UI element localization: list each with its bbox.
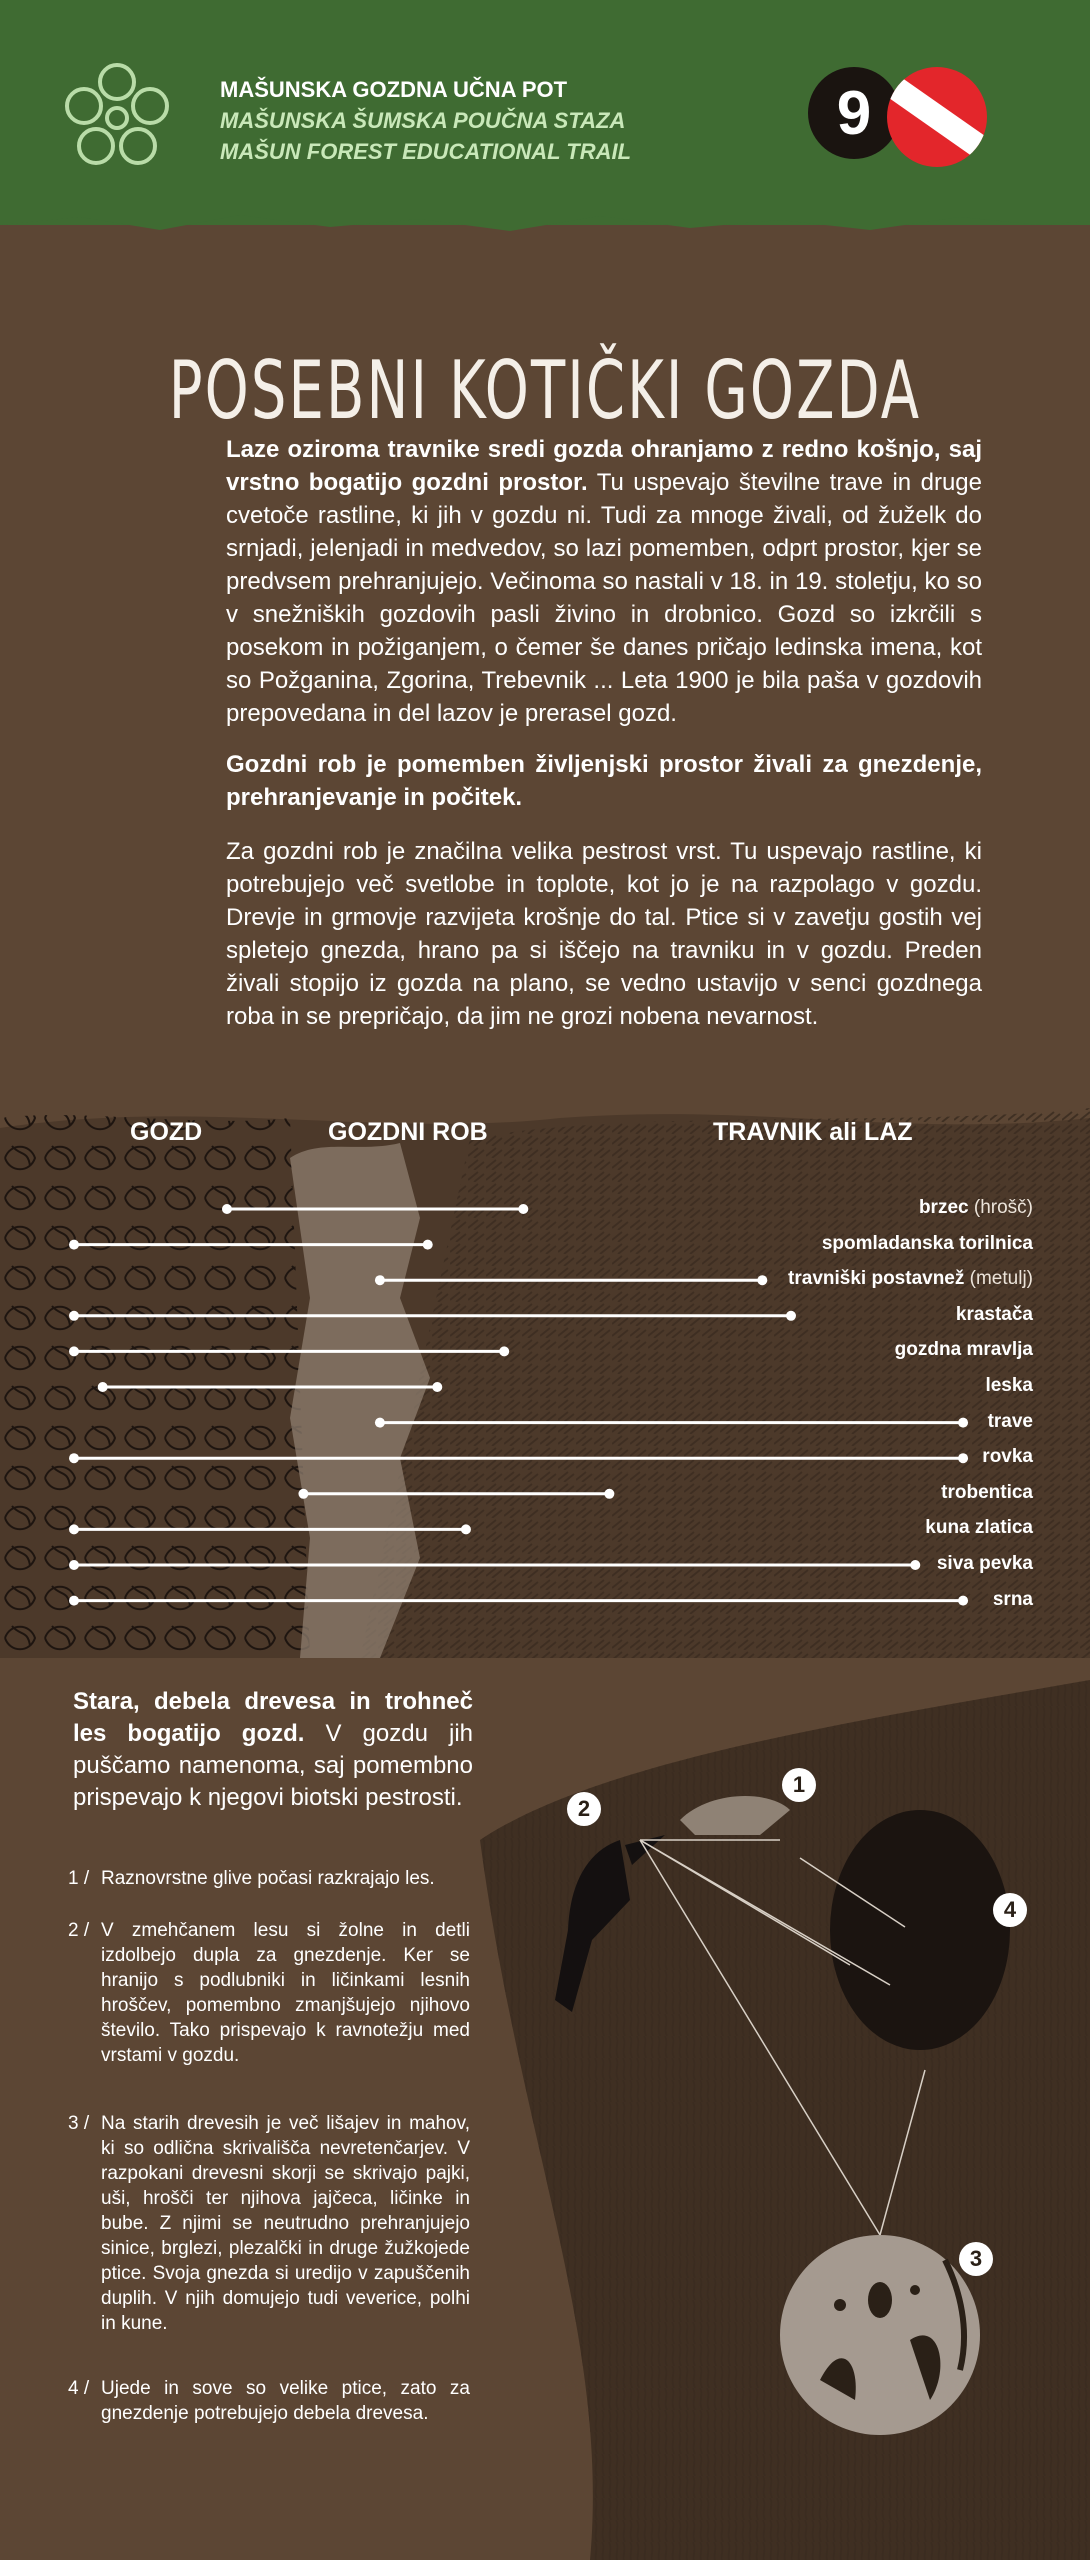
species-range-start xyxy=(375,1418,385,1428)
species-range-end xyxy=(499,1346,509,1356)
species-range-start xyxy=(375,1275,385,1285)
species-note: (metulj) xyxy=(969,1268,1033,1290)
species-name: trave xyxy=(987,1410,1033,1432)
species-label xyxy=(993,1588,1033,1612)
note-3 xyxy=(68,2111,470,2336)
species-name: krastača xyxy=(955,1303,1033,1325)
species-label xyxy=(895,1338,1033,1362)
species-name: gozdna mravlja xyxy=(894,1339,1033,1361)
trail-titles xyxy=(220,74,631,167)
species-range-start xyxy=(222,1204,232,1214)
species-range-start xyxy=(69,1560,79,1570)
species-range-start xyxy=(69,1240,79,1250)
species-name: rovka xyxy=(982,1446,1033,1468)
forest-edge-paragraph: Za gozdni rob je značilna velika pestrost vrst. Tu uspevajo rastline, ki potrebujejo več svetlobe in toplote, kot jo je na razpolago v gozdu. Drevje in grmovje razvijeta krošnje do tal. Ptice si v zavetju gostih vej spletejo gnezda, hrano pa si iščejo na travniku in v gozdu. Preden živali stopijo iz gozda na plano, se vedno ustavijo v senci gozdnega roba in se prepričajo, da jim ne grozi nobena nevarnost. xyxy=(226,838,982,1030)
header-torn-edge xyxy=(0,195,1090,255)
species-range-end xyxy=(958,1596,968,1606)
species-range-start xyxy=(69,1453,79,1463)
species-label xyxy=(788,1267,1033,1291)
note-1 xyxy=(68,1866,470,1891)
red-white-striped-circle-icon xyxy=(887,67,987,167)
title-slovene: MAŠUNSKA GOZDNA UČNA POT xyxy=(220,77,568,102)
old-tree-illustration xyxy=(460,1640,1090,2560)
species-range-start xyxy=(69,1524,79,1534)
zone-label-forest-edge: GOZDNI ROB xyxy=(328,1118,488,1146)
marker-1: 1 xyxy=(782,1768,816,1802)
species-label xyxy=(822,1232,1033,1256)
species-name: kuna zlatica xyxy=(925,1517,1033,1539)
old-trees-intro-lead: Stara, debela drevesa in trohneč les bogatijo gozd. xyxy=(73,1688,473,1747)
species-name: travniški postavnež xyxy=(788,1268,965,1290)
stop-number-badge: 9 xyxy=(808,67,900,159)
species-range-start xyxy=(69,1311,79,1321)
note-text: V zmehčanem lesu si žolne in detli izdolbejo dupla za gnezdenje. Ker se hranijo s podlubniki in ličinkami lesnih hroščev, pomembno zmanjšujejo njihovo število. Tako prispevajo k ravnotežju med vrstami v gozdu. xyxy=(101,1920,470,2066)
species-label xyxy=(941,1481,1033,1505)
species-range-end xyxy=(958,1453,968,1463)
species-range-start xyxy=(69,1596,79,1606)
species-name: leska xyxy=(985,1375,1033,1396)
clover-knot-logo xyxy=(62,58,172,176)
species-label xyxy=(925,1516,1033,1540)
species-range-end xyxy=(461,1524,471,1534)
species-label xyxy=(937,1552,1033,1576)
species-name: siva pevka xyxy=(936,1553,1033,1574)
meadow-paragraph xyxy=(226,433,982,730)
old-trees-intro xyxy=(73,1686,473,1814)
note-4 xyxy=(68,2376,470,2426)
marker-2: 2 xyxy=(567,1792,601,1826)
note-number: 2 / xyxy=(68,1920,90,1941)
meadow-paragraph-lead: Laze oziroma travnike sredi gozda ohranjamo z redno košnjo, saj vrstno bogatijo gozdni prostor. xyxy=(226,436,982,496)
marker-4: 4 xyxy=(993,1893,1027,1927)
species-name: srna xyxy=(992,1588,1033,1610)
species-range-end xyxy=(518,1204,528,1214)
forest-edge-heading: Gozdni rob je pomemben življenjski prostor živali za gnezdenje, prehranjevanje in počitek. xyxy=(226,751,982,811)
note-number: 1 / xyxy=(68,1868,90,1889)
old-trees-intro-body: V gozdu jih puščamo namenoma, saj pomembno prispevajo k njegovi biotski pestrosti. xyxy=(73,1720,473,1811)
species-range-start xyxy=(98,1382,108,1392)
species-range-end xyxy=(423,1240,433,1250)
species-range-end xyxy=(786,1311,796,1321)
species-range-end xyxy=(604,1489,614,1499)
species-note: (hrošč) xyxy=(973,1197,1033,1218)
note-2 xyxy=(68,1918,470,2068)
species-name: trobentica xyxy=(941,1481,1033,1503)
zone-label-meadow: TRAVNIK ali LAZ xyxy=(713,1118,913,1146)
note-number: 3 / xyxy=(68,2113,90,2134)
note-text: Ujede in sove so velike ptice, zato za gnezdenje potrebujejo debela drevesa. xyxy=(101,2378,470,2424)
species-name: spomladanska torilnica xyxy=(821,1232,1033,1254)
note-text: Na starih drevesih je več lišajev in mahov, ki so odlična skrivališča nevretenčarjev. V razpokani drevesni skorji se skrivajo pajki, uši, hrošči ter njihova jajčeca, ličinke in bube. Z njimi se neutrudno prehranjujejo sinice, brglezi, plezalčki in druge žužkojede ptice. Svoja gnezda si uredijo v zapuščenih duplih. V njih domujejo tudi veverice, polhi in kune. xyxy=(101,2113,470,2334)
title-croatian: MAŠUNSKA ŠUMSKA POUČNA STAZA xyxy=(220,108,626,133)
species-label xyxy=(988,1410,1033,1434)
species-range-end xyxy=(910,1560,920,1570)
species-range-end xyxy=(432,1382,442,1392)
page-title: POSEBNI KOTIČKI GOZDA xyxy=(168,343,922,437)
species-range-start xyxy=(298,1489,308,1499)
zone-label-forest: GOZD xyxy=(130,1118,203,1146)
species-range-end xyxy=(958,1418,968,1428)
species-label xyxy=(985,1374,1033,1398)
note-text: Raznovrstne glive počasi razkrajajo les. xyxy=(101,1868,435,1889)
species-label xyxy=(919,1196,1033,1220)
title-english: MAŠUN FOREST EDUCATIONAL TRAIL xyxy=(220,139,632,164)
note-number: 4 / xyxy=(68,2378,90,2399)
meadow-paragraph-body: Tu uspevajo številne trave in druge cvetoče rastline, ki jih v gozdu ni. Tudi za mnoge živali, od žuželk do srnjadi, jelenjadi in medvedov, so lazi pomemben, odprt prostor, kjer se predvsem prehranjujejo. Večinoma so nastali v 18. in 19. stoletju, ko so v snežniških gozdovih pasli živino in drobnico. Gozd so izkrčili s posekom in požiganjem, o čemer še danes pričajo ledinska imena, kot so Požganina, Zgorina, Trebevnik ... Leta 1900 je bila paša v gozdovih prepovedana in del lazov je prerasel gozd. xyxy=(226,469,982,727)
species-label xyxy=(956,1303,1033,1327)
marker-3: 3 xyxy=(959,2242,993,2276)
species-range-start xyxy=(69,1346,79,1356)
species-label xyxy=(982,1445,1033,1469)
species-name: brzec xyxy=(918,1197,969,1218)
species-range-end xyxy=(757,1275,767,1285)
